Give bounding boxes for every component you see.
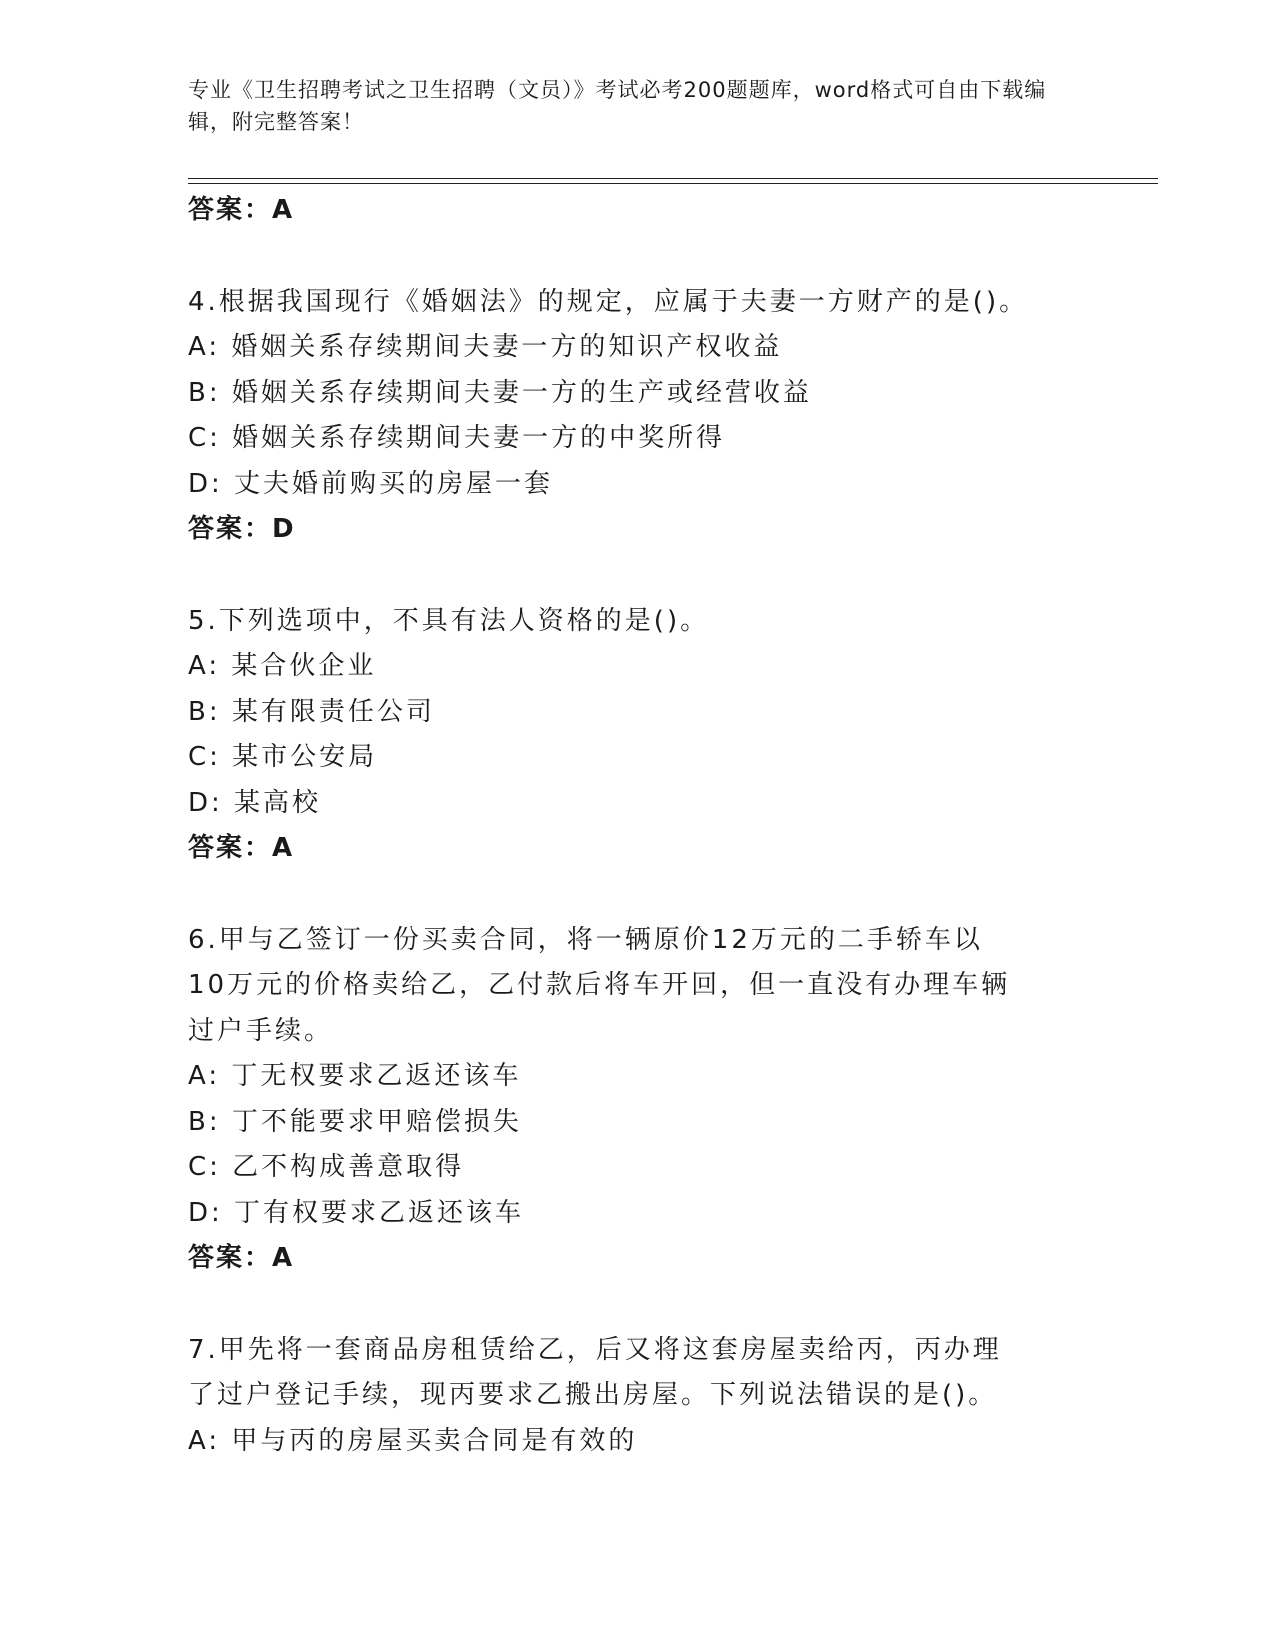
option-a: A: 婚姻关系存续期间夫妻一方的知识产权收益 (188, 332, 783, 362)
option-a: A: 某合伙企业 (188, 651, 377, 681)
question-stem: 7.甲先将一套商品房租赁给乙，后又将这套房屋卖给丙，丙办理了过户登记手续，现丙要求乙搬出房屋。下列说法错误的是()。 (188, 1334, 1002, 1410)
option-d: D: 丁有权要求乙返还该车 (188, 1197, 525, 1228)
header-divider-bottom (188, 183, 1158, 184)
option-a: A: 丁无权要求乙返还该车 (188, 1061, 522, 1091)
answer-line: 答案：A (188, 1243, 295, 1273)
header-divider-top (188, 178, 1158, 179)
question-stem: 6.甲与乙签订一份买卖合同，将一辆原价12万元的二手轿车以10万元的价格卖给乙，乙付款后将车开回，但一直没有办理车辆过户手续。 (188, 924, 1011, 1046)
option-c: C: 某市公安局 (188, 742, 378, 772)
option-b: B: 某有限责任公司 (188, 696, 435, 727)
option-c: C: 婚姻关系存续期间夫妻一方的中奖所得 (188, 423, 726, 453)
question-stem: 4.根据我国现行《婚姻法》的规定，应属于夫妻一方财产的是()。 (188, 286, 1029, 317)
option-b: B: 丁不能要求甲赔偿损失 (188, 1106, 522, 1137)
option-a: A: 甲与丙的房屋买卖合同是有效的 (188, 1425, 638, 1456)
document-header: 专业《卫生招聘考试之卫生招聘（文员）》考试必考200题题库，word格式可自由下载编辑，附完整答案！ (188, 78, 1047, 134)
question-block (188, 280, 1068, 553)
question-block (188, 599, 1068, 872)
option-d: D: 丈夫婚前购买的房屋一套 (188, 468, 554, 499)
answer-line: 答案：A (188, 833, 295, 863)
answer-line: 答案：A (188, 195, 295, 225)
answer-line: 答案：D (188, 514, 296, 544)
question-stem: 5.下列选项中，不具有法人资格的是()。 (188, 605, 710, 636)
option-c: C: 乙不构成善意取得 (188, 1152, 465, 1182)
question-block (188, 1328, 1068, 1465)
question-block (188, 918, 1068, 1282)
option-b: B: 婚姻关系存续期间夫妻一方的生产或经营收益 (188, 377, 812, 408)
option-d: D: 某高校 (188, 787, 322, 818)
question-list (188, 188, 1068, 1464)
